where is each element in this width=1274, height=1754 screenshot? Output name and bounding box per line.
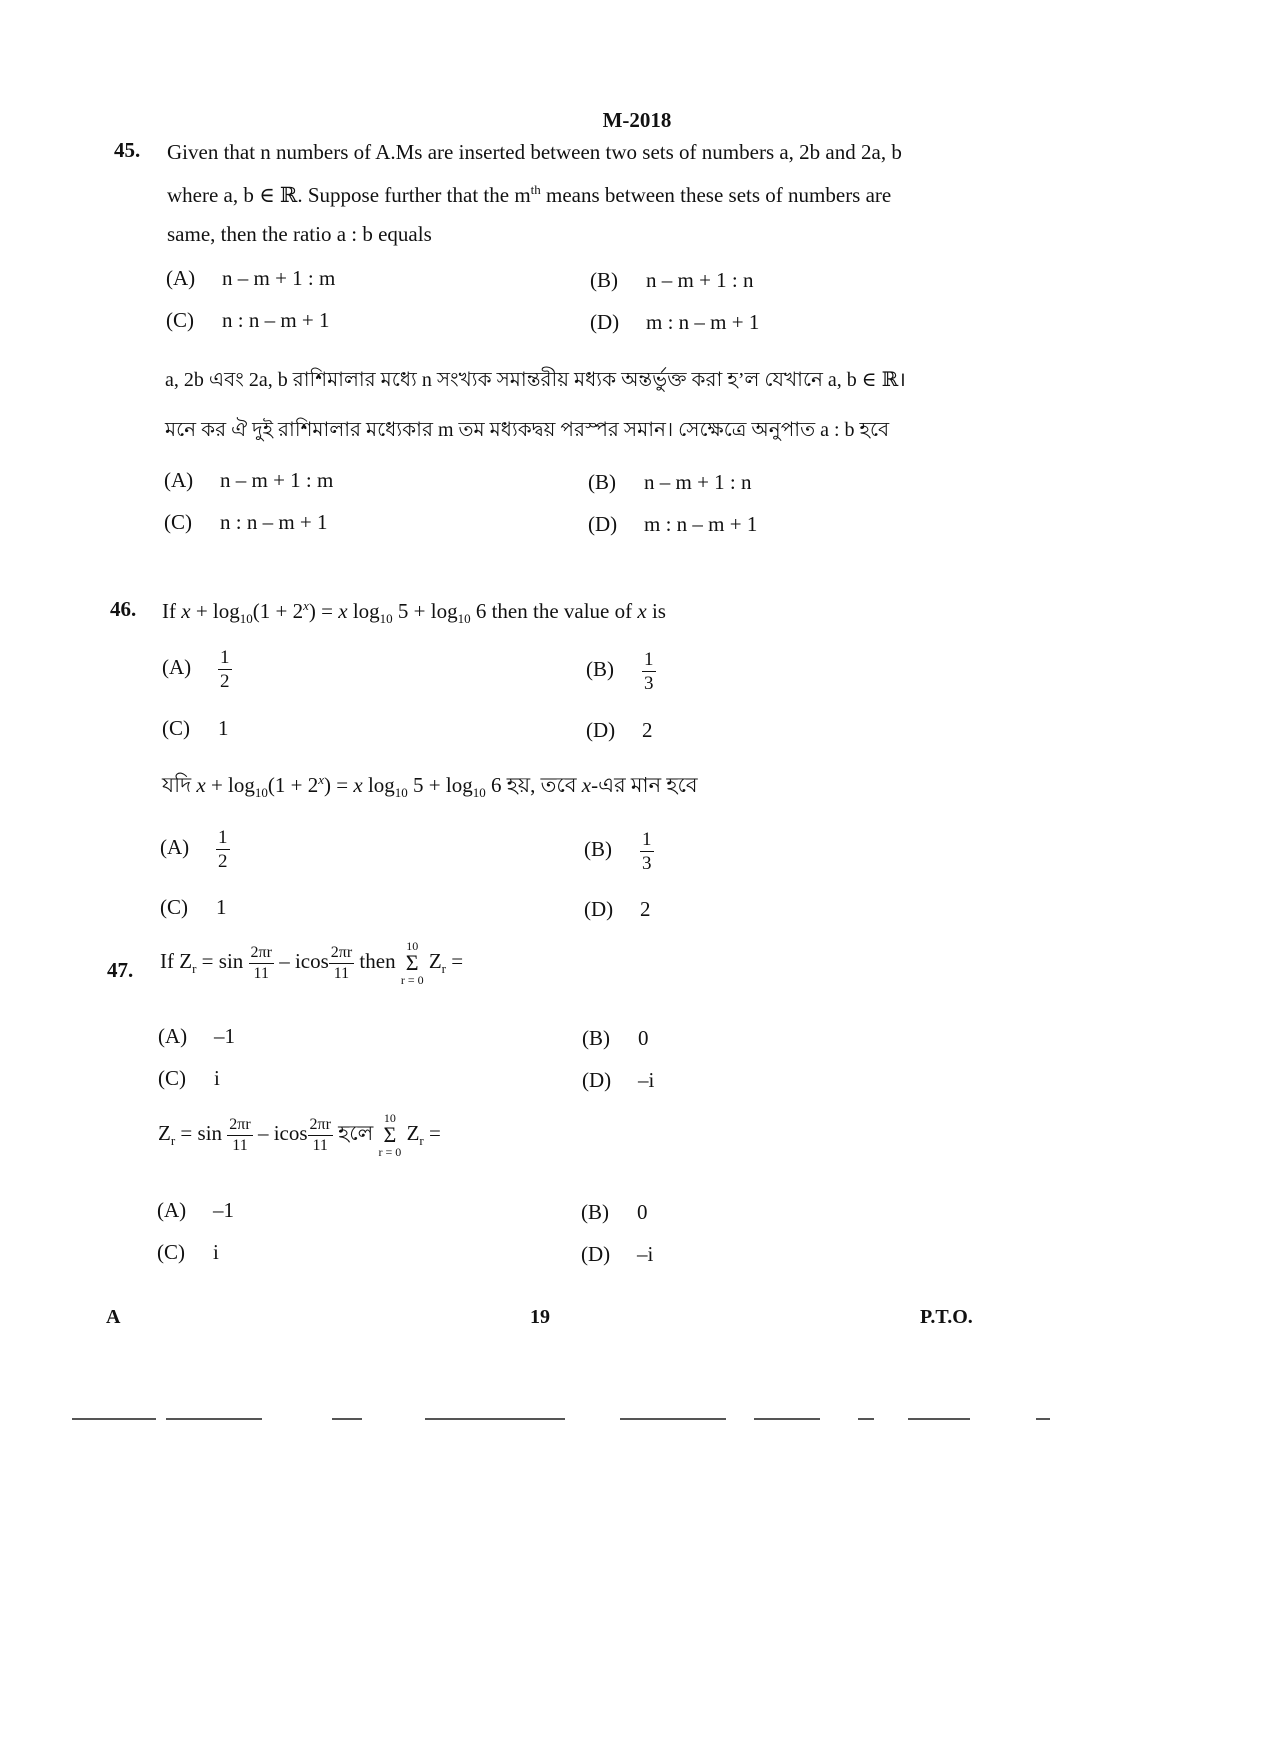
footer-set-code: A <box>106 1306 121 1328</box>
scan-dash-line <box>166 1418 262 1420</box>
question-45-bengali-option-c: (C) n : n – m + 1 <box>164 510 328 534</box>
question-47-english-text: If $Z_r = \sin$ $\frac{2\pi r}{11}$ – icos $\frac{2\pi r}{11}$ then 10 Σ r = 0 $Z_r$ = <box>160 939 464 987</box>
question-46-option-b: (B) $\frac{1}{3}$ <box>586 649 654 694</box>
question-45-option-a: (A) n – m + 1 : m <box>166 266 336 290</box>
question-45-option-c: (C) n : n – m + 1 <box>166 308 330 332</box>
question-47-option-a: (A) –1 <box>158 1024 235 1048</box>
question-45-english-line-1: Given that n numbers of A.Ms are inserted between two sets of numbers a, 2b and 2a, b <box>167 140 902 164</box>
question-47-bengali-option-d: (D) –i <box>581 1242 654 1266</box>
footer-page-number: 19 <box>530 1306 550 1328</box>
scan-dash-line <box>858 1418 874 1420</box>
question-47-bengali-option-c: (C) i <box>157 1240 219 1264</box>
question-47-option-d: (D) –i <box>582 1068 655 1092</box>
scan-dash-line <box>72 1418 156 1420</box>
scan-dash-line <box>754 1418 820 1420</box>
question-45-bengali-option-a: (A) n – m + 1 : m <box>164 468 334 492</box>
question-47-bengali-option-a: (A) –1 <box>157 1198 234 1222</box>
question-45-bengali-line-2: মনে কর ঐ দুই রাশিমালার মধ্যেকার m তম মধ্যকদ্বয় পরস্পর সমান। সেক্ষেত্রে অনুপাত a : b হবে <box>165 419 890 441</box>
question-45-number: 45. <box>114 138 141 162</box>
question-45-option-b: (B) n – m + 1 : n <box>590 268 754 292</box>
question-47-bengali-text: $Z_r = \sin$ $\frac{2\pi r}{11}$ – icos $\frac{2\pi r}{11}$ হলে 10 Σ r = 0 $Z_r$ = <box>158 1111 441 1159</box>
question-45-english-line-2: where a, b ∈ ℝ. Suppose further that the $m^{th}$ means between these sets of numbers are <box>167 182 892 207</box>
question-46-bengali-option-c: (C) 1 <box>160 895 227 919</box>
scan-dash-line <box>908 1418 970 1420</box>
question-46-bengali-text: যদি $x + \log_{10}(1 + 2^x) = x$ $\log_{10} 5 + \log_{10} 6$ হয়, তবে x-এর মান হবে <box>162 772 698 801</box>
question-45-bengali-option-b: (B) n – m + 1 : n <box>588 470 752 494</box>
question-46-option-a: (A) $\frac{1}{2}$ <box>162 647 230 692</box>
question-46-bengali-option-a: (A) $\frac{1}{2}$ <box>160 827 228 872</box>
question-46-bengali-option-b: (B) $\frac{1}{3}$ <box>584 829 652 874</box>
scan-dash-line <box>425 1418 565 1420</box>
question-45-option-d: (D) m : n – m + 1 <box>590 310 760 334</box>
question-47-option-c: (C) i <box>158 1066 220 1090</box>
question-46-option-c: (C) 1 <box>162 716 229 740</box>
scan-dash-line <box>1036 1418 1050 1420</box>
question-47-number: 47. <box>107 958 134 982</box>
question-46-number: 46. <box>110 597 137 621</box>
scan-dash-line <box>620 1418 726 1420</box>
question-46-option-d: (D) 2 <box>586 718 653 742</box>
question-45-bengali-line-1: a, 2b এবং 2a, b রাশিমালার মধ্যে n সংখ্যক সমান্তরীয় মধ্যক অন্তর্ভুক্ত করা হ’ল যেখানে a, b ∈ ℝ। <box>165 369 906 391</box>
question-45-bengali-option-d: (D) m : n – m + 1 <box>588 512 758 536</box>
scan-dash-line <box>332 1418 362 1420</box>
question-46-english-text: If $x + \log_{10}(1 + 2^x) = x$ $\log_{10} 5 + \log_{10} 6$ then the value of x is <box>162 598 666 627</box>
question-47-bengali-option-b: (B) 0 <box>581 1200 648 1224</box>
page-header-code: M-2018 <box>602 108 672 132</box>
question-46-bengali-option-d: (D) 2 <box>584 897 651 921</box>
footer-pto: P.T.O. <box>920 1306 973 1328</box>
question-45-english-line-3: same, then the ratio a : b equals <box>167 222 432 246</box>
question-47-option-b: (B) 0 <box>582 1026 649 1050</box>
